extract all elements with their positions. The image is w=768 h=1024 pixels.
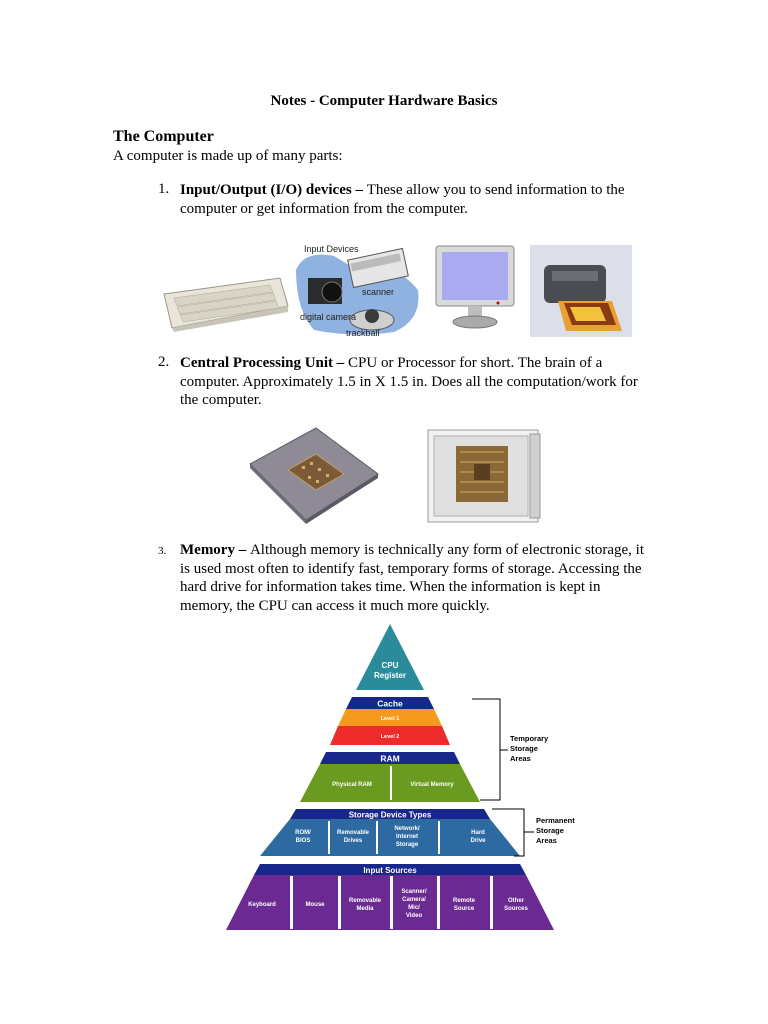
svg-text:Drive: Drive <box>470 838 486 844</box>
cpu-chip-image <box>246 424 382 524</box>
svg-text:Register: Register <box>373 671 407 680</box>
item-number: 2. <box>158 354 170 370</box>
svg-text:Areas: Areas <box>536 836 557 845</box>
svg-text:Removable: Removable <box>348 898 382 904</box>
svg-text:Hard: Hard <box>471 830 485 836</box>
item-number: 1. <box>158 181 170 197</box>
item-text: Memory – Although memory is technically any form of electronic storage, it is used most often to identify fast, temporary forms of storage. Accessing the hard drive for information takes time. When the information is kept in memory, the CPU can access it much more quickly. <box>180 542 645 614</box>
svg-text:Mic/: Mic/ <box>408 905 420 911</box>
svg-text:Video: Video <box>405 913 423 919</box>
section-heading: The Computer <box>113 128 214 145</box>
io-scanner-label: scanner <box>362 287 395 297</box>
svg-text:Sources: Sources <box>504 906 528 912</box>
io-input-devices-label: Input Devices <box>304 244 359 254</box>
svg-text:Mouse: Mouse <box>305 902 325 908</box>
svg-text:ROM/: ROM/ <box>295 830 311 836</box>
svg-text:BIOS: BIOS <box>295 838 311 844</box>
svg-text:Input Sources: Input Sources <box>363 866 417 875</box>
item-text: Input/Output (I/O) devices – These allow you to send information to the computer or get information from the computer. <box>180 182 625 217</box>
svg-text:Internet: Internet <box>395 834 419 840</box>
svg-text:Level 2: Level 2 <box>380 734 400 740</box>
item-number: 3. <box>158 545 167 557</box>
monitor-image <box>432 244 520 332</box>
memory-pyramid-diagram <box>224 620 600 932</box>
svg-text:Removable: Removable <box>336 830 370 836</box>
svg-text:Camera/: Camera/ <box>402 897 426 903</box>
physical-ram-label: Physical RAM <box>332 782 372 788</box>
intro-text: A computer is made up of many parts: <box>113 148 343 164</box>
svg-text:Level 1: Level 1 <box>380 716 400 722</box>
io-trackball-label: trackball <box>346 328 380 338</box>
svg-text:Storage: Storage <box>395 842 419 848</box>
svg-text:Media: Media <box>356 906 374 912</box>
svg-text:Drives: Drives <box>343 838 363 844</box>
printer-image <box>530 245 632 337</box>
io-camera-label: digital camera <box>300 312 357 322</box>
svg-text:Storage: Storage <box>536 826 564 835</box>
svg-text:Permanent: Permanent <box>536 816 575 825</box>
input-devices-image <box>294 240 424 338</box>
cpu-socket-image <box>426 428 544 524</box>
svg-text:Keyboard: Keyboard <box>248 902 276 908</box>
svg-text:RAM: RAM <box>380 753 400 764</box>
keyboard-image <box>160 272 290 332</box>
svg-text:Temporary: Temporary <box>510 734 549 743</box>
svg-text:Remote: Remote <box>452 898 476 904</box>
svg-text:Source: Source <box>453 906 475 912</box>
svg-text:Areas: Areas <box>510 754 531 763</box>
item-term: Input/Output (I/O) devices <box>180 182 352 198</box>
item-term: Central Processing Unit <box>180 355 334 371</box>
svg-text:Storage: Storage <box>510 744 538 753</box>
virtual-memory-label: Virtual Memory <box>410 782 454 788</box>
pyramid-cpu-register <box>356 624 424 690</box>
svg-text:Other: Other <box>507 898 525 904</box>
svg-text:Network/: Network/ <box>394 826 420 832</box>
svg-text:Storage Device Types: Storage Device Types <box>348 810 432 820</box>
page-title: Notes - Computer Hardware Basics <box>270 93 498 109</box>
item-text: Central Processing Unit – CPU or Processor for short. The brain of a computer. Approximately 1.5 in X 1.5 in. Does all the computation/work for the computer. <box>180 355 638 408</box>
svg-text:Scanner/: Scanner/ <box>401 889 427 895</box>
temporary-bracket <box>472 699 508 800</box>
svg-text:CPU: CPU <box>381 661 399 670</box>
item-term: Memory <box>180 542 235 558</box>
svg-text:Cache: Cache <box>377 698 403 709</box>
